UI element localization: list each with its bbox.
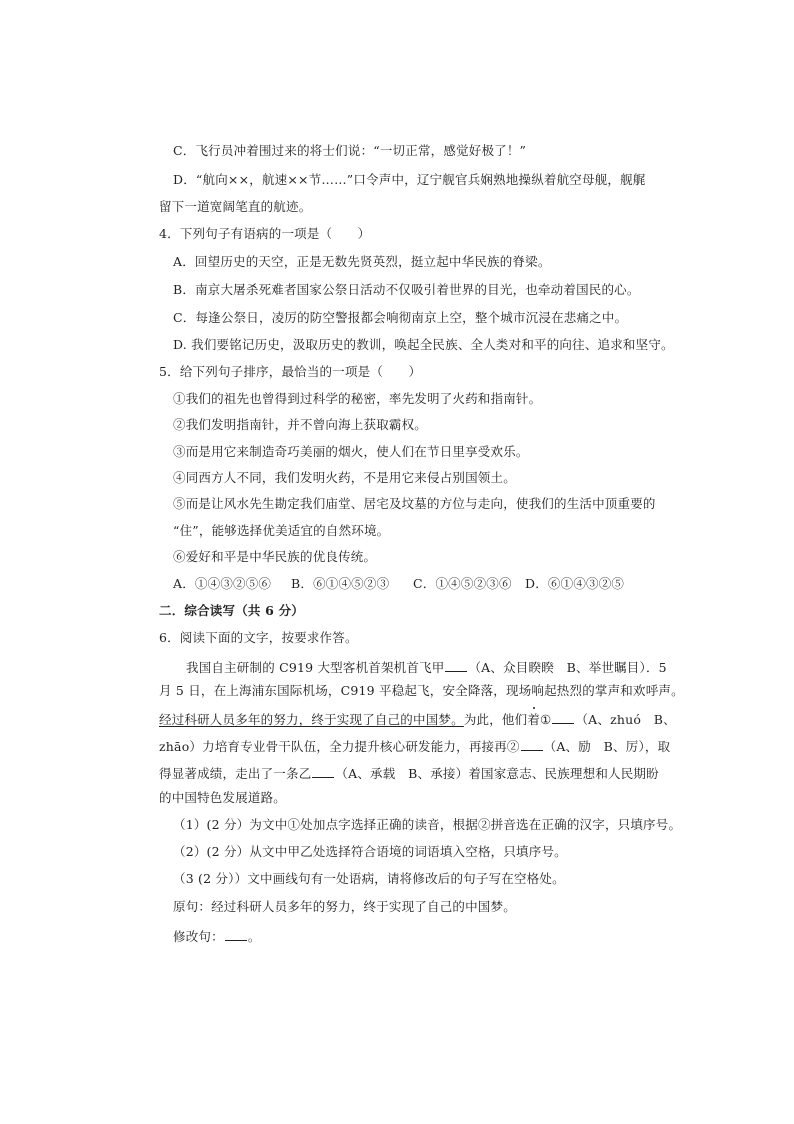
q6-original-sentence: 原句：经过科研人员多年的努力，终于实现了自己的中国梦。	[173, 899, 516, 914]
q5-sentence-5: ⑤而是让风水先生勘定我们庙堂、居宅及坟墓的方位与走向，使我们的生活中顶重要的	[173, 496, 656, 511]
q6-passage-line-2: 月 5 日，在上海浦东国际机场，C919 平稳起飞，安全降落，现场响起热烈的掌声和欢呼声。	[159, 683, 684, 698]
q5-stem: 5．给下列句子排序，最恰当的一项是（ ）	[159, 364, 422, 379]
q3-option-c: C．飞行员冲着围过来的将士们说：“一切正常，感觉好极了！”	[173, 143, 527, 158]
q5-sentence-5-cont: “住”，能够选择优美适宜的自然环境。	[173, 523, 390, 538]
q5-option-c: C．①④⑤②③⑥	[413, 576, 512, 591]
q4-stem: 4．下列句子有语病的一项是（ ）	[159, 226, 371, 241]
q6-sub-question-2: （2）(2 分）从文中甲乙处选择符合语境的词语填入空格，只填序号。	[173, 844, 567, 859]
passage-text: （A、承载 B、承接）着国家意志、民族理想和人民期盼	[335, 766, 659, 781]
q6-passage-line-6: 的中国特色发展道路。	[159, 790, 287, 805]
q6-passage-line-4	[159, 738, 670, 754]
q5-sentence-1: ①我们的祖先也曾得到过科学的秘密，率先发明了火药和指南针。	[173, 391, 542, 406]
q3-option-d: D．“航向××，航速××节……”口令声中，辽宁舰官兵娴熟地操纵着航空母舰，舰艉	[173, 172, 646, 187]
q6-passage-line-1	[186, 659, 667, 675]
passage-text: 得显著成绩，走出了一条乙	[159, 766, 312, 781]
q6-passage-line-5	[159, 765, 659, 781]
q6-stem: 6．阅读下面的文字，按要求作答。	[159, 630, 358, 645]
q4-option-b: B．南京大屠杀死难者国家公祭日活动不仅吸引着世界的目光，也牵动着国民的心。	[173, 282, 640, 297]
q5-sentence-6: ⑥爱好和平是中华民族的优良传统。	[173, 549, 377, 564]
q5-sentence-2: ②我们发明指南针，并不曾向海上获取霸权。	[173, 417, 428, 432]
q4-option-c: C．每逢公祭日，凌厉的防空警报都会响彻南京上空，整个城市沉浸在悲痛之中。	[173, 310, 628, 325]
passage-text: （A、励 B、厉），取	[543, 739, 671, 754]
blank-1[interactable]	[552, 711, 574, 724]
section-heading: 二．综合读写（共 6 分）	[159, 603, 305, 618]
q4-option-d: D. 我们要铭记历史，汲取历史的教训，唤起全民族、全人类对和平的向往、追求和坚守。	[173, 337, 674, 352]
revise-blank[interactable]	[225, 928, 247, 941]
blank-number-1: ①	[540, 712, 552, 727]
q5-sentence-4: ④同西方人不同，我们发明火药，不是用它来侵占别国领土。	[173, 470, 516, 485]
passage-text: 我国自主研制的 C919 大型客机首架机首飞甲	[186, 660, 445, 675]
passage-text: 为此，他们	[463, 712, 528, 727]
q3-option-d-cont: 留下一道宽阔笔直的航迹。	[159, 199, 312, 214]
q5-option-b: B．⑥①④⑤②③	[291, 576, 390, 591]
q6-sub-question-3: （3 (2 分））文中画线句有一处语病，请将修改后的句子写在空格处。	[173, 871, 565, 886]
revise-label: 修改句：	[173, 929, 224, 944]
q5-option-d: D．⑥①④③②⑤	[525, 576, 625, 591]
q6-revised-sentence	[173, 928, 261, 944]
q5-sentence-3: ③而是用它来制造奇巧美丽的烟火，使人们在节日里享受欢乐。	[173, 444, 529, 459]
dotted-character: 着	[527, 712, 541, 727]
blank-jia[interactable]	[445, 659, 467, 672]
q4-option-a: A．回望历史的天空，正是无数先贤英烈，挺立起中华民族的脊梁。	[173, 254, 551, 269]
passage-text: （A、zhuó B、	[575, 712, 676, 727]
blank-2[interactable]	[521, 738, 543, 751]
q5-option-a: A．①④③②⑤⑥	[173, 576, 272, 591]
revise-end: 。	[247, 929, 261, 944]
passage-text: （A、众目睽睽 B、举世瞩目）．5	[468, 660, 667, 675]
blank-yi[interactable]	[312, 765, 334, 778]
underlined-sentence: 经过科研人员多年的努力，终于实现了自己的中国梦。	[159, 712, 464, 727]
passage-text: zhāo）力培育专业骨干队伍，全力提升核心研发能力，再接再②	[159, 739, 520, 754]
q6-sub-question-1: （1）(2 分）为文中①处加点字选择正确的读音，根据②拼音选在正确的汉字，只填序号。	[173, 817, 682, 832]
q6-passage-line-3	[159, 711, 676, 727]
